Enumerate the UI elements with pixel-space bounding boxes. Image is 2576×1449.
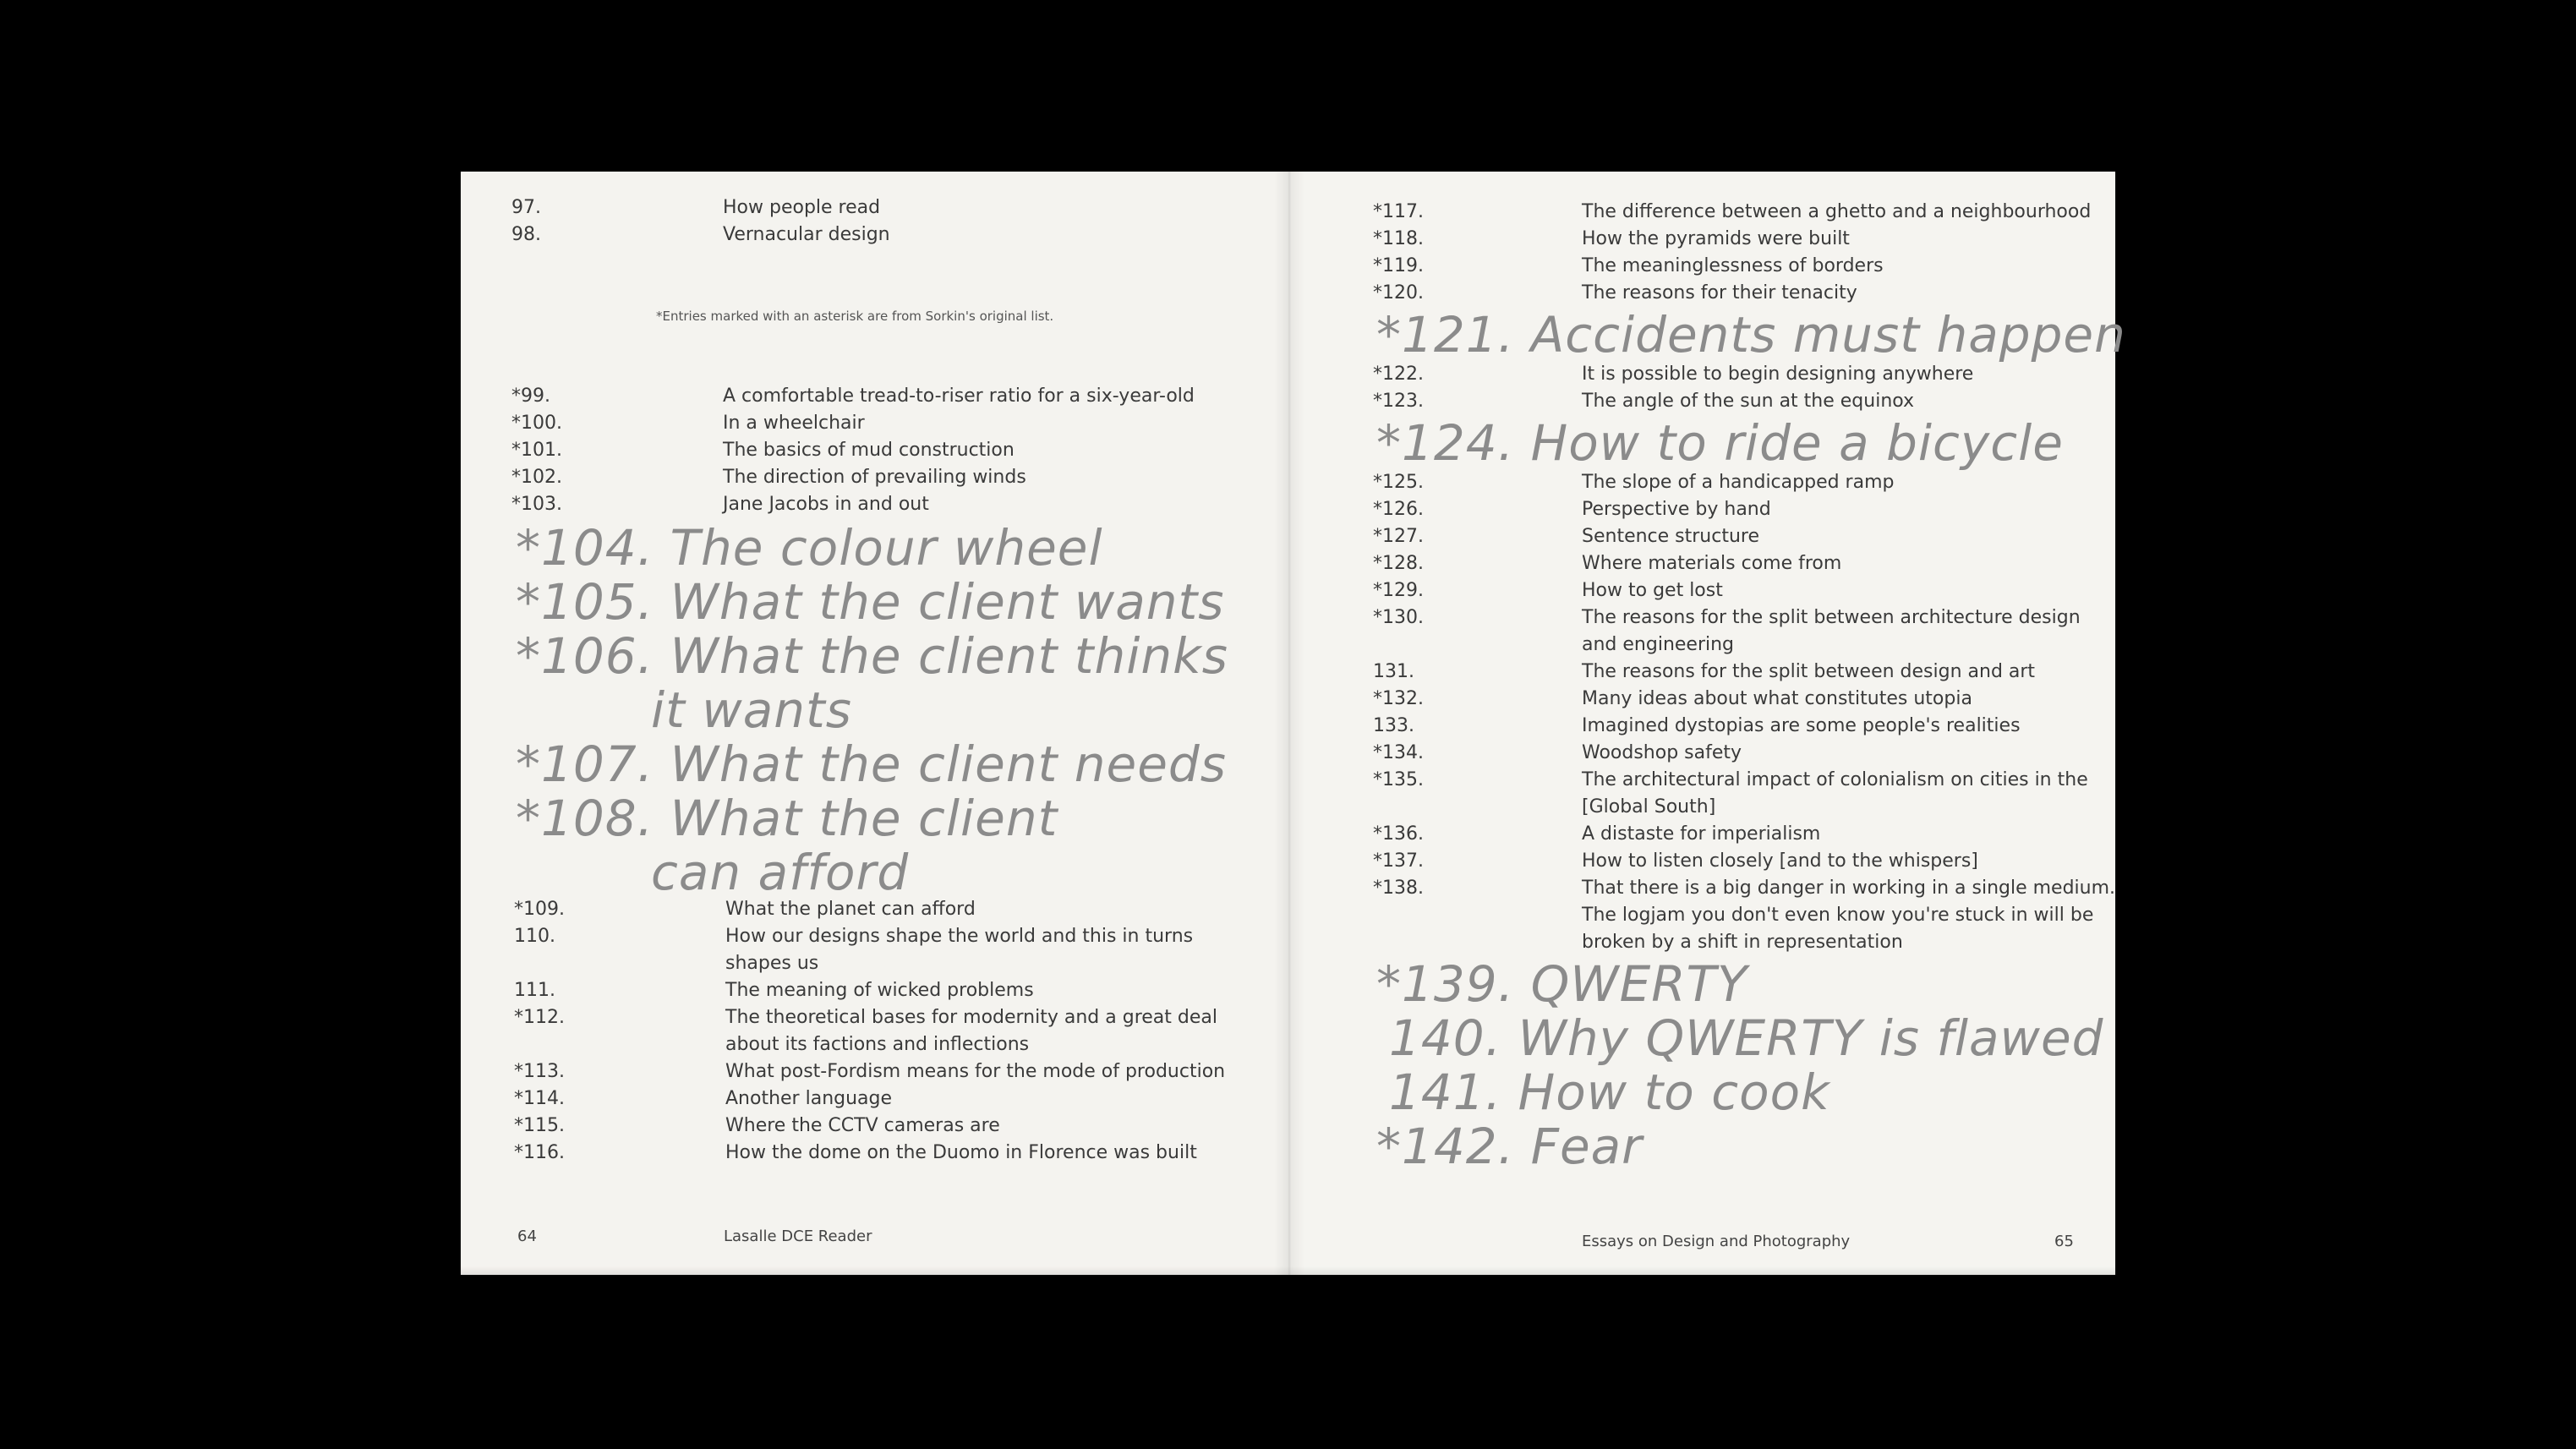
entry-text: The reasons for the split between design and art — [1582, 661, 2036, 682]
book-gutter — [1274, 172, 1304, 1275]
big-entry: *107. What the client needs — [516, 735, 1227, 793]
entry-text: How the pyramids were built — [1582, 228, 1850, 249]
entry-text: How to listen closely [and to the whispers] — [1582, 850, 1978, 872]
entry-text: How to get lost — [1582, 580, 1723, 601]
running-title: Essays on Design and Photography — [1582, 1233, 1851, 1250]
entry-text: Another language — [725, 1088, 893, 1109]
entry-number: 133. — [1373, 715, 1414, 736]
entry-text: The theoretical bases for modernity and a great deal — [725, 1007, 1217, 1028]
entry-text: The direction of prevailing winds — [723, 467, 1026, 488]
big-entry: *104. The colour wheel — [516, 519, 1103, 577]
entry-number: *117. — [1373, 201, 1424, 222]
entry-text: The meaning of wicked problems — [725, 980, 1034, 1001]
entry-number: *114. — [514, 1088, 565, 1109]
entry-text: In a wheelchair — [723, 413, 865, 434]
big-entry: *139. QWERTY — [1376, 955, 1748, 1013]
entry-text: A distaste for imperialism — [1582, 823, 1821, 845]
entry-number: *125. — [1373, 472, 1424, 493]
entry-number: *138. — [1373, 878, 1424, 899]
entry-number: *127. — [1373, 526, 1424, 547]
entry-text: The reasons for their tenacity — [1582, 282, 1857, 303]
entry-text: Jane Jacobs in and out — [723, 494, 929, 515]
entry-number: *128. — [1373, 553, 1424, 574]
big-entry: it wants — [651, 681, 852, 739]
entry-text: That there is a big danger in working in a single medium. — [1582, 878, 2116, 899]
entry-number: *113. — [514, 1061, 565, 1082]
entry-number: 98. — [511, 224, 541, 245]
entry-text: The architectural impact of colonialism on cities in the — [1582, 769, 2088, 790]
big-entry: can afford — [651, 844, 910, 901]
entry-text: Imagined dystopias are some people's realities — [1582, 715, 2021, 736]
entry-number: *120. — [1373, 282, 1424, 303]
entry-text: The logjam you don't even know you're stuck in will be — [1582, 905, 2094, 926]
entry-text: Where the CCTV cameras are — [725, 1115, 1000, 1136]
entry-number: *99. — [511, 385, 550, 407]
entry-text: shapes us — [725, 953, 819, 974]
entry-text: It is possible to begin designing anywhere — [1582, 364, 1974, 385]
entry-number: *102. — [511, 467, 562, 488]
entry-text: about its factions and inflections — [725, 1034, 1030, 1055]
entry-text: [Global South] — [1582, 796, 1716, 817]
entry-text: The angle of the sun at the equinox — [1582, 391, 1915, 412]
entry-number: *119. — [1373, 255, 1424, 276]
entry-text: The slope of a handicapped ramp — [1582, 472, 1895, 493]
entry-text: A comfortable tread-to-riser ratio for a six-year-old — [723, 385, 1195, 407]
entry-text: How people read — [723, 197, 881, 218]
entry-number: *132. — [1373, 688, 1424, 709]
entry-number: 111. — [514, 980, 555, 1001]
entry-number: 131. — [1373, 661, 1414, 682]
entry-number: *126. — [1373, 499, 1424, 520]
big-entry: 140. Why QWERTY is flawed — [1389, 1009, 2104, 1067]
entry-number: 97. — [511, 197, 541, 218]
entry-text: The meaninglessness of borders — [1582, 255, 1884, 276]
entry-number: *115. — [514, 1115, 565, 1136]
entry-text: Sentence structure — [1582, 526, 1760, 547]
entry-number: *129. — [1373, 580, 1424, 601]
entry-text: How our designs shape the world and this in turns — [725, 926, 1194, 947]
big-entry: *105. What the client wants — [516, 573, 1225, 631]
entry-text: The difference between a ghetto and a neighbourhood — [1582, 201, 2092, 222]
entry-number: *136. — [1373, 823, 1424, 845]
page-number: 65 — [2054, 1233, 2074, 1250]
entry-number: *109. — [514, 899, 565, 920]
entry-number: *135. — [1373, 769, 1424, 790]
entry-text: What the planet can afford — [725, 899, 976, 920]
entry-text: Where materials come from — [1582, 553, 1842, 574]
big-entry: *124. How to ride a bicycle — [1376, 414, 2064, 472]
page-number: 64 — [517, 1228, 537, 1245]
entry-text: Perspective by hand — [1582, 499, 1771, 520]
entry-text: The reasons for the split between architecture design — [1582, 607, 2081, 628]
big-entry: *106. What the client thinks — [516, 627, 1228, 685]
entry-number: *118. — [1373, 228, 1424, 249]
entry-number: *134. — [1373, 742, 1424, 763]
entry-text: Woodshop safety — [1582, 742, 1742, 763]
entry-number: *100. — [511, 413, 562, 434]
running-title: Lasalle DCE Reader — [724, 1228, 872, 1245]
entry-text: What post-Fordism means for the mode of production — [725, 1061, 1226, 1082]
big-entry: *121. Accidents must happen — [1376, 306, 2126, 364]
entry-number: *130. — [1373, 607, 1424, 628]
entry-text: broken by a shift in representation — [1582, 932, 1903, 953]
big-entry: 141. How to cook — [1389, 1064, 1830, 1121]
entry-number: 110. — [514, 926, 555, 947]
entry-text: How the dome on the Duomo in Florence was built — [725, 1142, 1197, 1163]
big-entry: *142. Fear — [1376, 1118, 1643, 1175]
entry-text: Vernacular design — [723, 224, 890, 245]
entry-text: Many ideas about what constitutes utopia — [1582, 688, 1972, 709]
entry-text: The basics of mud construction — [723, 440, 1015, 461]
entry-number: *123. — [1373, 391, 1424, 412]
entry-number: *137. — [1373, 850, 1424, 872]
asterisk-note: *Entries marked with an asterisk are from Sorkin's original list. — [656, 309, 1054, 324]
entry-number: *112. — [514, 1007, 565, 1028]
entry-number: *116. — [514, 1142, 565, 1163]
entry-number: *101. — [511, 440, 562, 461]
entry-number: *122. — [1373, 364, 1424, 385]
entry-text: and engineering — [1582, 634, 1735, 655]
entry-number: *103. — [511, 494, 562, 515]
big-entry: *108. What the client — [516, 790, 1058, 847]
